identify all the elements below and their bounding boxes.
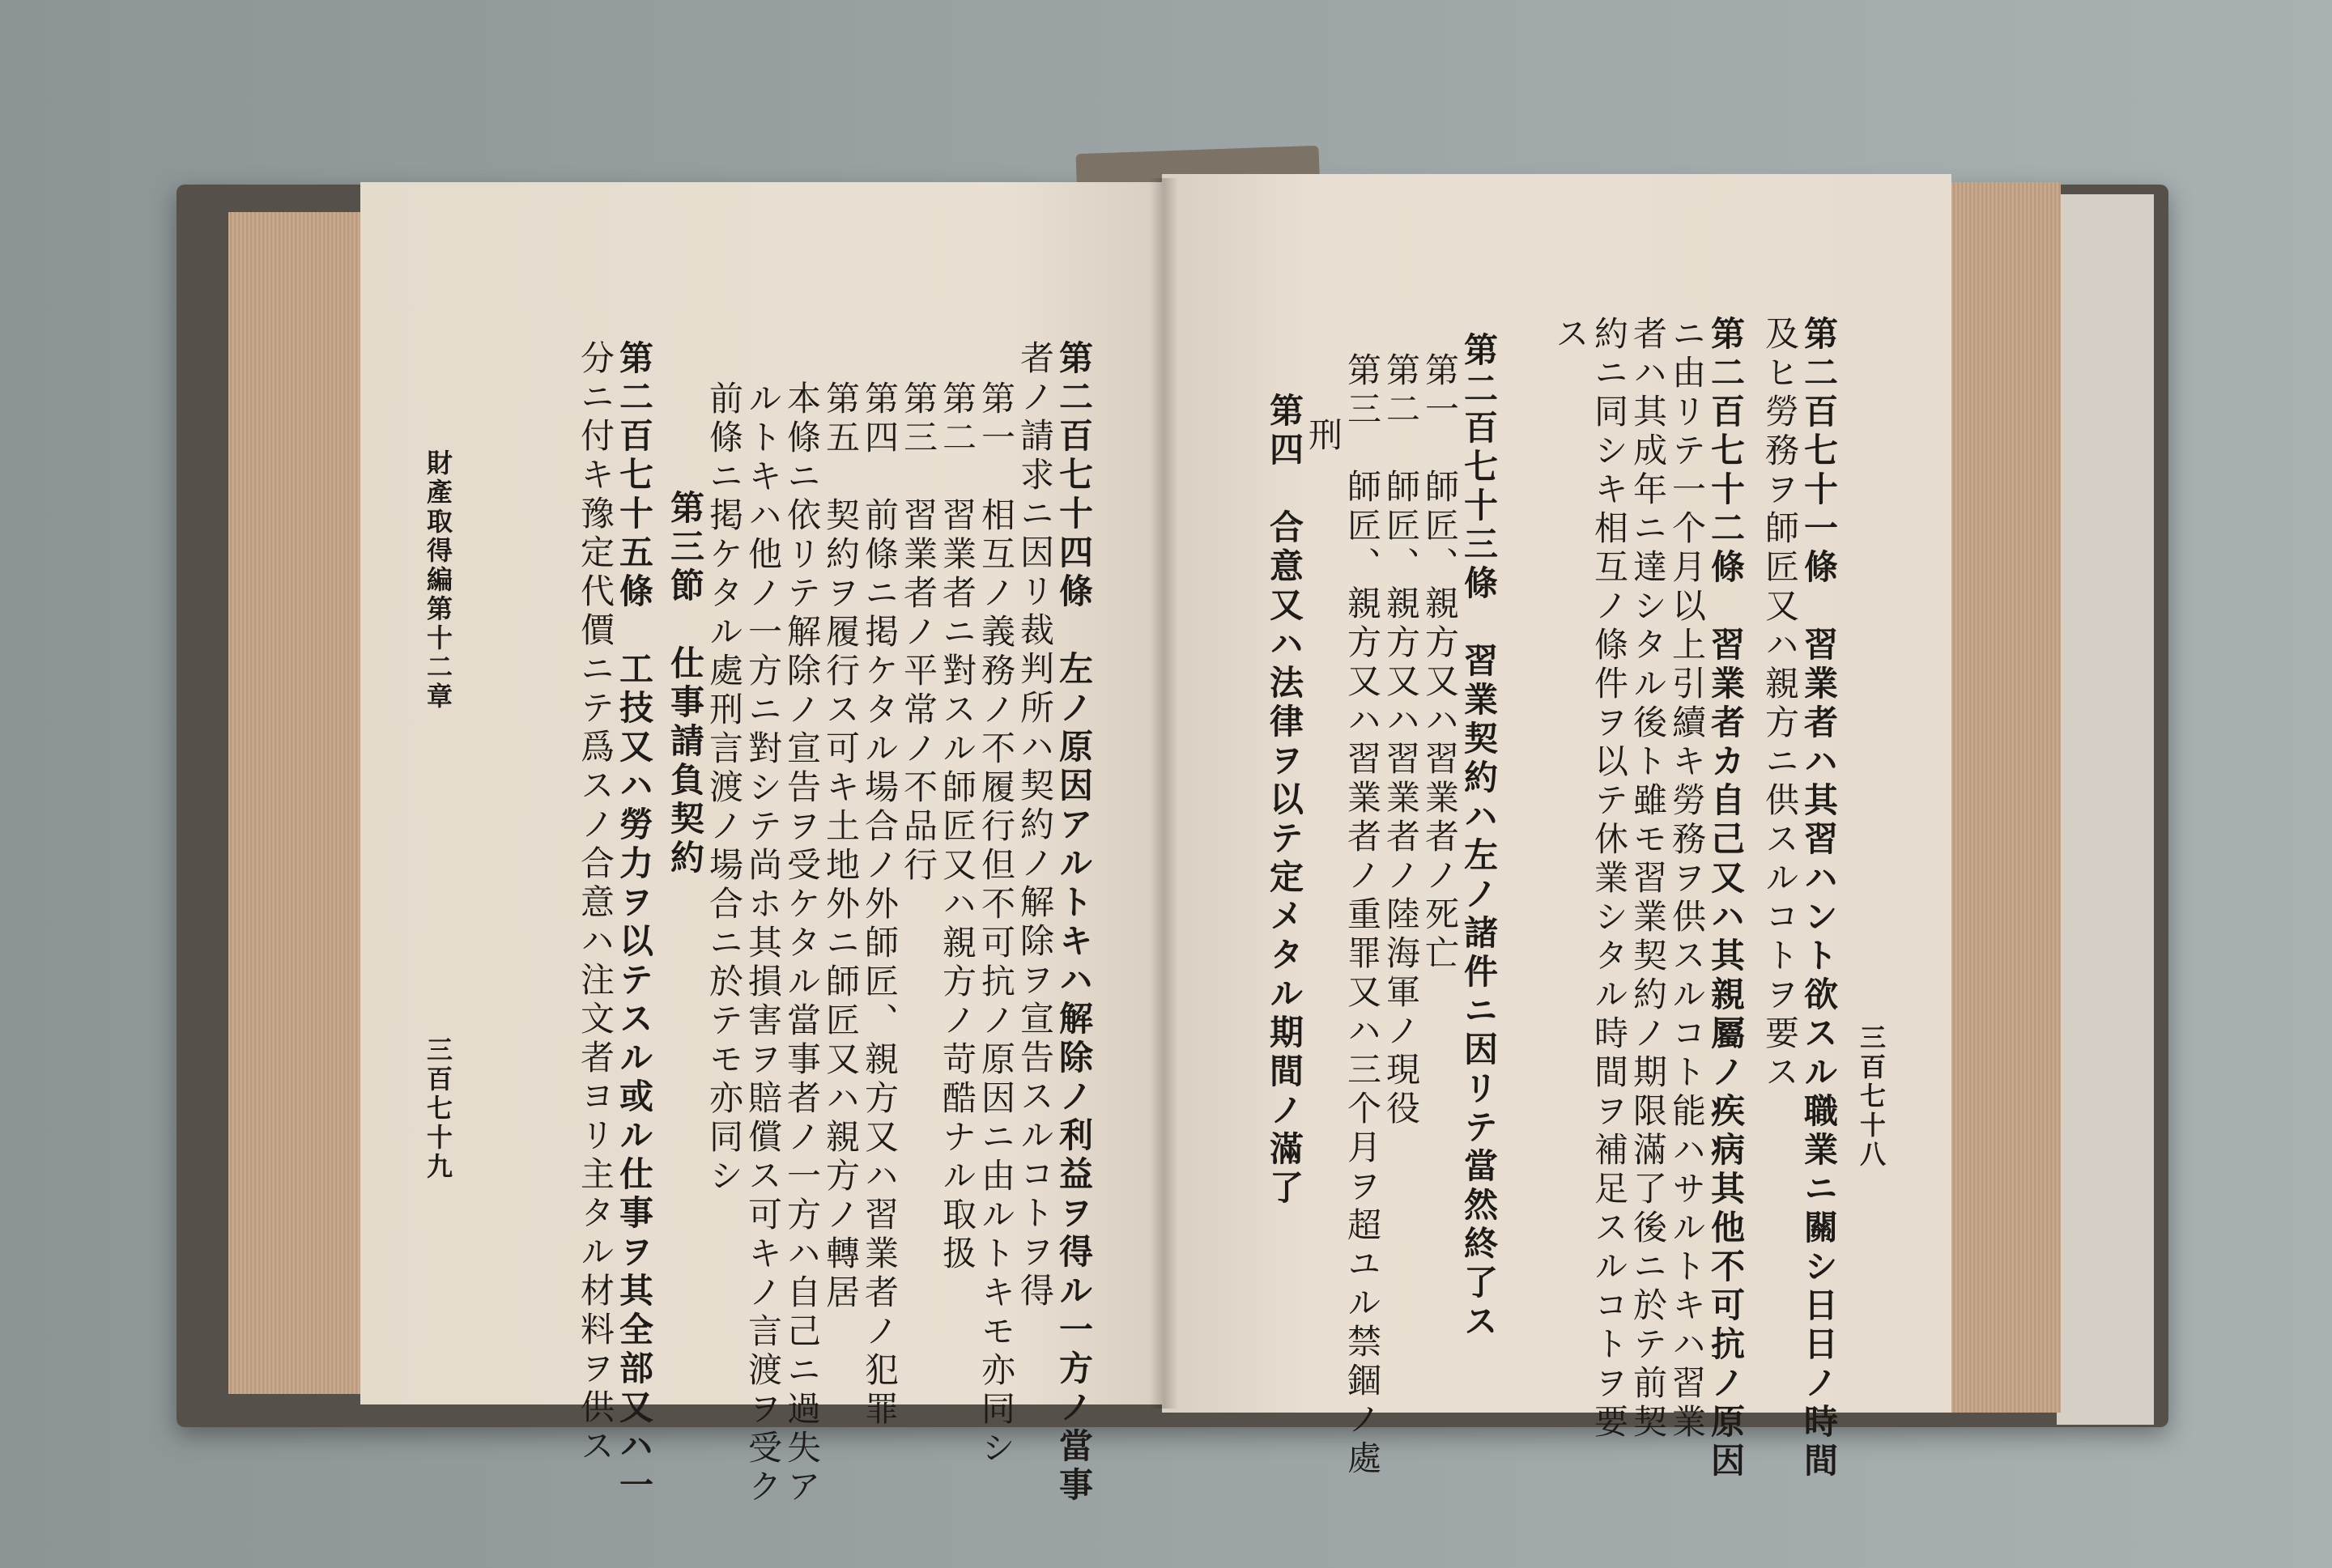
article-273-item-4: 第四 合意又ハ法律ヲ以テ定メタル期間ノ滿了	[1265, 393, 1304, 1209]
section-3-heading: 第三節 仕事請負契約	[666, 490, 705, 878]
article-272-line-1: 第二百七十二條 習業者カ自己又ハ其親屬ノ疾病其他不可抗ノ原因	[1706, 316, 1746, 1481]
article-271-line-1: 第二百七十一條 習業者ハ其習ハント欲スル職業ニ關シ日日ノ時間	[1799, 316, 1839, 1481]
page-number-379: 三百七十九	[423, 1036, 453, 1182]
left-page	[360, 182, 1162, 1507]
running-foot: 財產取得編第十二章	[423, 449, 453, 712]
article-271-line-2: 及ヒ勞務ヲ師匠又ハ親方ニ供スルコトヲ要ス	[1760, 316, 1800, 1093]
right-endpaper	[2057, 194, 2154, 1425]
article-274-line-1: 第二百七十四條 左ノ原因アルトキハ解除ノ利益ヲ得ル一方ノ當事	[1054, 340, 1094, 1506]
article-274-para-line-3: 前條ニ掲ケタル處刑言渡ノ場合ニ於テモ亦同シ	[704, 380, 744, 1196]
article-274-item-5: 第五 契約ヲ履行ス可キ土地外ニ師匠又ハ親方ノ轉居	[821, 380, 861, 1313]
article-275-line-2: 分ニ付キ豫定代價ニテ爲スノ合意ハ注文者ヨリ主タル材料ヲ供ス	[576, 340, 615, 1467]
article-272-line-3: 者ハ其成年ニ達シタル後ト雖モ習業契約ノ期限滿了後ニ於テ前契	[1628, 316, 1668, 1443]
article-273-item-3: 第三 師匠、親方又ハ習業者ノ重罪又ハ三个月ヲ超ユル禁錮ノ處	[1343, 352, 1382, 1479]
right-page	[1162, 174, 1951, 1481]
page-number-378: 三百七十八	[1856, 1024, 1887, 1170]
article-274-item-3: 第三 習業者ノ平常ノ不品行	[899, 380, 938, 886]
article-273-line-1: 第二百七十三條 習業契約ハ左ノ諸件ニ因リテ當然終了ス	[1459, 332, 1499, 1342]
article-274-item-4: 第四 前條ニ掲ケタル場合ノ外師匠、親方又ハ習業者ノ犯罪	[860, 380, 900, 1430]
article-273-item-3-cont: 刑	[1304, 417, 1343, 456]
article-274-item-1: 第一 相互ノ義務ノ不履行但不可抗ノ原因ニ由ルトキモ亦同シ	[977, 380, 1016, 1468]
article-273-item-1: 第一 師匠、親方又ハ習業者ノ死亡	[1420, 352, 1460, 974]
article-275-line-1: 第二百七十五條 工技又ハ勞力ヲ以テスル或ル仕事ヲ其全部又ハ一	[615, 340, 654, 1506]
article-274-para-line-1: 本條ニ依リテ解除ノ宣告ヲ受ケタル當事者ノ一方ハ自己ニ過失ア	[782, 380, 822, 1507]
article-272-line-2: ニ由リテ一个月以上引續キ勞務ヲ供スルコト能ハサルトキハ習業	[1667, 316, 1707, 1443]
right-page-edges	[1943, 182, 2061, 1413]
article-272-line-4: 約ニ同シキ相互ノ條件ヲ以テ休業シタル時間ヲ補足スルコトヲ要	[1589, 316, 1629, 1443]
article-274-line-2: 者ノ請求ニ因リ裁判所ハ契約ノ解除ヲ宣告スルコトヲ得	[1015, 340, 1055, 1311]
article-274-item-2: 第二 習業者ニ對スル師匠又ハ親方ノ苛酷ナル取扱	[938, 380, 977, 1274]
book-gutter	[1150, 178, 1178, 1409]
article-272-line-5: ス	[1551, 316, 1590, 355]
left-page-edges	[228, 212, 362, 1394]
article-273-item-2: 第二 師匠、親方又ハ習業者ノ陸海軍ノ現役	[1381, 352, 1421, 1129]
article-274-para-line-2: ルトキハ他ノ一方ニ對シテ尚ホ其損害ヲ賠償ス可キノ言渡ヲ受ク	[743, 380, 783, 1507]
